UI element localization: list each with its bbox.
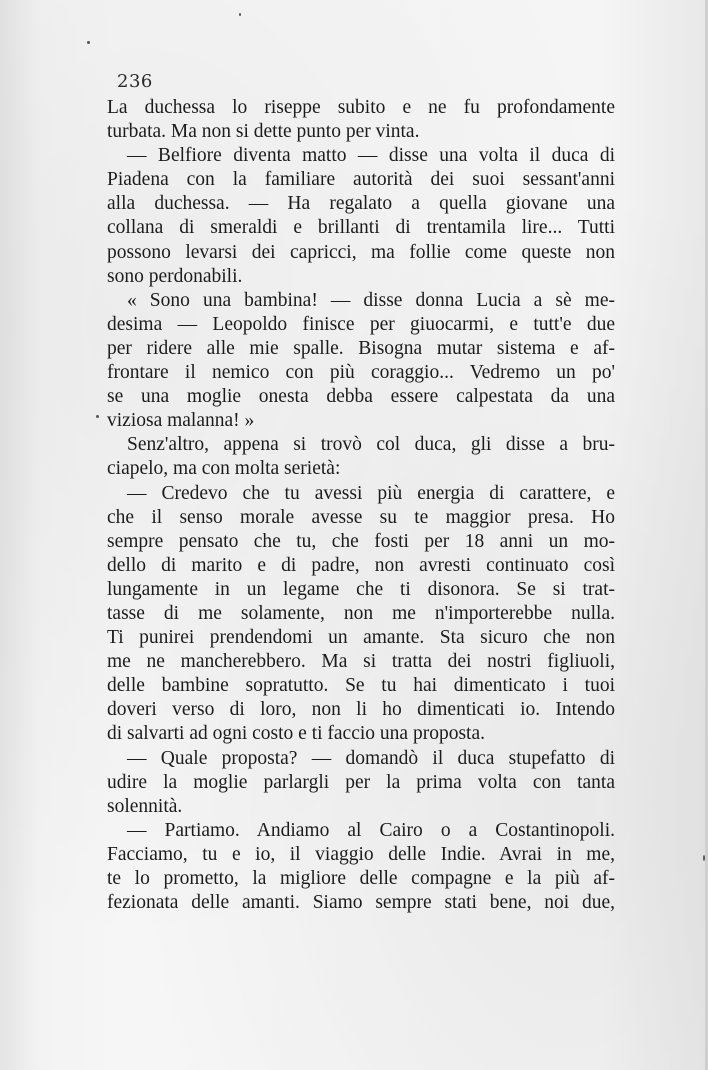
body-text	[107, 96, 615, 915]
text-line: turbata. Ma non si dette punto per vinta.	[107, 121, 420, 143]
text-line: dello di marito e di padre, non avresti continuato così	[107, 554, 615, 576]
text-line: frontare il nemico con più coraggio... Vedremo un po'	[107, 362, 615, 384]
text-line: — Partiamo. Andiamo al Cairo o a Costantinopoli.	[127, 819, 615, 841]
text-line: — Credevo che tu avessi più energia di carattere, e	[127, 482, 615, 504]
text-line: udire la moglie parlargli per la prima volta con tanta	[107, 771, 615, 793]
text-line: Ti punirei prendendomi un amante. Sta sicuro che non	[107, 627, 615, 649]
text-line: Facciamo, tu e io, il viaggio delle Indie. Avrai in me,	[107, 843, 615, 865]
text-line: che il senso morale avesse su te maggior presa. Ho	[107, 506, 615, 528]
paper-speck	[96, 415, 99, 418]
text-line: — Belfiore diventa matto — disse una volta il duca di	[127, 145, 615, 167]
text-line: « Sono una bambina! — disse donna Lucia a sè me-	[127, 289, 615, 311]
page-number: 236	[117, 71, 153, 92]
text-line: — Quale proposta? — domandò il duca stupefatto di	[127, 747, 615, 769]
text-line: ciapelo, ma con molta serietà:	[107, 458, 341, 480]
text-line: me ne mancherebbero. Ma si tratta dei nostri figliuoli,	[107, 651, 615, 673]
text-line: desima — Leopoldo finisce per giuocarmi, e tutt'e due	[107, 313, 615, 335]
text-line: Piadena con la familiare autorità dei suoi sessant'anni	[107, 169, 615, 191]
text-line: per ridere alle mie spalle. Bisogna mutar sistema e af-	[107, 337, 615, 359]
text-line: alla duchessa. — Ha regalato a quella giovane una	[107, 193, 615, 215]
paper-speck	[703, 855, 705, 861]
text-line: di salvarti ad ogni costo e ti faccio una proposta.	[107, 723, 485, 745]
paper-speck	[87, 41, 90, 44]
text-line: sempre pensato che tu, che fosti per 18 anni un mo-	[107, 530, 615, 552]
text-line: sono perdonabili.	[107, 265, 243, 287]
text-line: delle bambine sopratutto. Se tu hai dimenticato i tuoi	[107, 675, 615, 697]
text-line: collana di smeraldi e brillanti di trentamila lire... Tutti	[107, 217, 615, 239]
text-line: viziosa malanna! »	[107, 410, 255, 432]
text-line: se una moglie onesta debba essere calpestata da una	[107, 386, 615, 408]
text-line: Senz'altro, appena si trovò col duca, gli disse a bru-	[127, 434, 615, 456]
text-line: lungamente in un legame che ti disonora. Se si trat-	[107, 578, 615, 600]
text-line: doveri verso di loro, non li ho dimenticati io. Intendo	[107, 699, 615, 721]
paper-speck	[239, 13, 241, 16]
text-line: te lo prometto, la migliore delle compagne e la più af-	[107, 868, 615, 889]
text-line: La duchessa lo riseppe subito e ne fu profondamente	[107, 97, 615, 118]
text-line: possono levarsi dei capricci, ma follie come queste non	[107, 241, 615, 263]
text-line: tasse di me solamente, non me n'importerebbe nulla.	[107, 602, 615, 624]
text-line: fezionata delle amanti. Siamo sempre stati bene, noi due,	[107, 892, 615, 914]
text-line: solennità.	[107, 795, 183, 817]
